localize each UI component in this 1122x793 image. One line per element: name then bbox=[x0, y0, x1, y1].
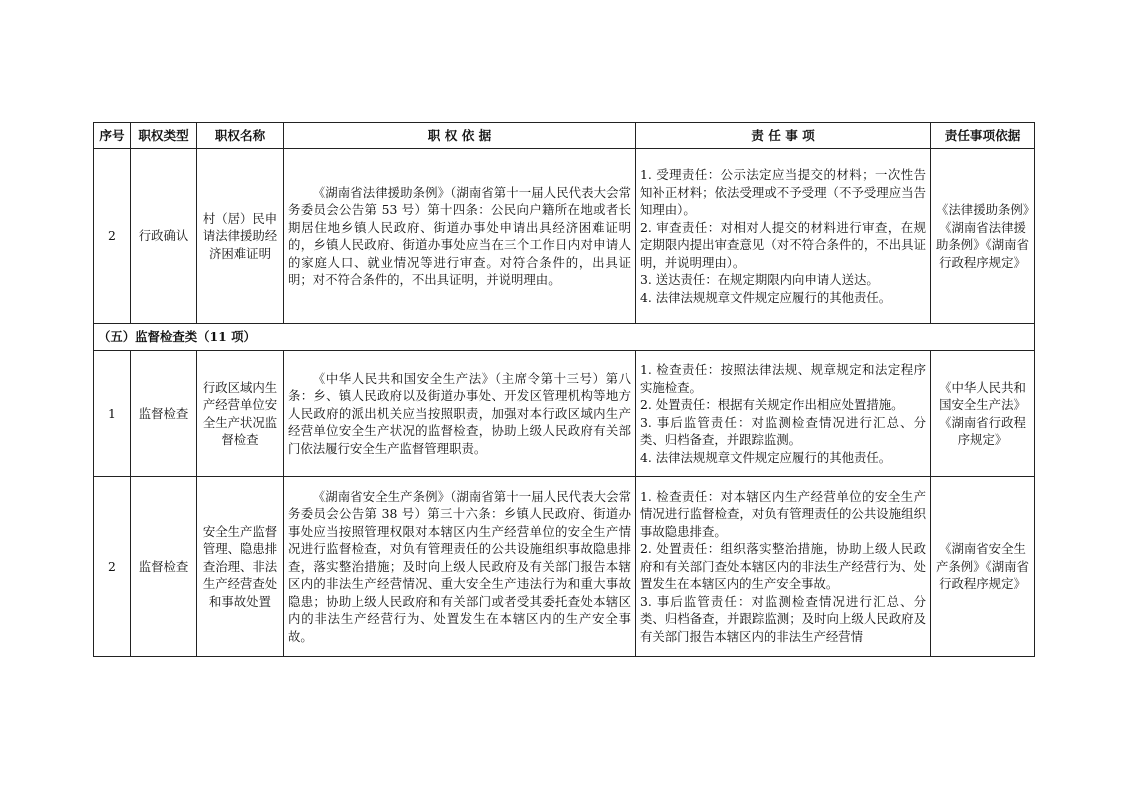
header-name: 职权名称 bbox=[197, 123, 284, 149]
cell-duties bbox=[636, 149, 931, 324]
cell-duties bbox=[636, 477, 931, 657]
duty-item: 2. 处置责任：组织落实整治措施，协助上级人民政府和有关部门查处本辖区内的非法生产经营行为、处置发生在本辖区内的生产安全事故。 bbox=[640, 541, 926, 592]
cell-basis: 《湖南省法律援助条例》（湖南省第十一届人民代表大会常务委员会公告第 53 号）第十四条：公民向户籍所在地或者长期居住地乡镇人民政府、街道办事处申请出具经济困难证明的，乡镇人民政府、街道办事处应当在三个工作日内对申请人的家庭人口、就业情况等进行审查。对符合条件的，出具证明；对不符合条件的，不出具证明，并说明理由。 bbox=[284, 149, 636, 324]
cell-basis: 《湖南省安全生产条例》（湖南省第十一届人民代表大会常务委员会公告第 38 号）第三十六条：乡镇人民政府、街道办事处应当按照管理权限对本辖区内生产经营单位的安全生产情况进行监督检查，对负有管理责任的公共设施组织事故隐患排查，落实整治措施；及时向上级人民政府及有关部门报告本辖区内的非法生产经营情况、重大安全生产违法行为和重大事故隐患；协助上级人民政府和有关部门或者受其委托查处本辖区内的非法生产经营行为、处置发生在本辖区内的生产安全事故。 bbox=[284, 477, 636, 657]
cell-name: 村（居）民申请法律援助经济困难证明 bbox=[197, 149, 284, 324]
cell-duties bbox=[636, 351, 931, 477]
section-title: （五）监督检查类（11 项） bbox=[94, 324, 1035, 351]
duty-item: 4. 法律法规规章文件规定应履行的其他责任。 bbox=[640, 449, 892, 465]
duty-item: 1. 检查责任：对本辖区内生产经营单位的安全生产情况进行监督检查，对负有管理责任的公共设施组织事故隐患排查。 bbox=[640, 488, 926, 539]
duty-item: 1. 检查责任：按照法律法规、规章规定和法定程序实施检查。 bbox=[640, 362, 926, 395]
duty-item: 3. 送达责任：在规定期限内向申请人送达。 bbox=[640, 272, 879, 287]
duty-item: 4. 法律法规规章文件规定应履行的其他责任。 bbox=[640, 289, 892, 305]
cell-duty-basis: 《中华人民共和国安全生产法》《湖南省行政程序规定》 bbox=[931, 351, 1035, 477]
cell-duty-basis: 《法律援助条例》《湖南省法律援助条例》《湖南省行政程序规定》 bbox=[931, 149, 1035, 324]
header-type: 职权类型 bbox=[131, 123, 197, 149]
duty-item: 3. 事后监管责任：对监测检查情况进行汇总、分类、归档备查，并跟踪监测。 bbox=[640, 414, 926, 447]
cell-duty-basis: 《湖南省安全生产条例》《湖南省行政程序规定》 bbox=[931, 477, 1035, 657]
header-basis: 职 权 依 据 bbox=[284, 123, 636, 149]
table-row bbox=[94, 351, 1035, 477]
cell-type: 监督检查 bbox=[131, 351, 197, 477]
cell-name: 安全生产监督管理、隐患排查治理、非法生产经营查处和事故处置 bbox=[197, 477, 284, 657]
duty-item: 2. 处置责任：根据有关规定作出相应处置措施。 bbox=[640, 397, 904, 412]
duties-table bbox=[93, 122, 1035, 657]
duty-item: 1. 受理责任：公示法定应当提交的材料；一次性告知补正材料；依法受理或不予受理（不予受理应当告知理由）。 bbox=[640, 167, 926, 217]
table-row bbox=[94, 149, 1035, 324]
header-row bbox=[94, 123, 1035, 149]
cell-name: 行政区域内生产经营单位安全生产状况监督检查 bbox=[197, 351, 284, 477]
duty-item: 2. 审查责任：对相对人提交的材料进行审查，在规定期限内提出审查意见（对不符合条件的，不出具证明，并说明理由）。 bbox=[640, 219, 926, 270]
cell-type: 监督检查 bbox=[131, 477, 197, 657]
section-row bbox=[94, 324, 1035, 351]
header-duty-basis: 责任事项依据 bbox=[931, 123, 1035, 149]
cell-seq: 1 bbox=[94, 351, 131, 477]
duty-item: 3. 事后监管责任：对监测检查情况进行汇总、分类、归档备查，并跟踪监测；及时向上级人民政府及有关部门报告本辖区内的非法生产经营情 bbox=[640, 593, 926, 644]
table-row bbox=[94, 477, 1035, 657]
header-seq: 序号 bbox=[94, 123, 131, 149]
cell-seq: 2 bbox=[94, 477, 131, 657]
cell-seq: 2 bbox=[94, 149, 131, 324]
cell-type: 行政确认 bbox=[131, 149, 197, 324]
header-duties: 责 任 事 项 bbox=[636, 123, 931, 149]
cell-basis: 《中华人民共和国安全生产法》（主席令第十三号）第八条：乡、镇人民政府以及街道办事处、开发区管理机构等地方人民政府的派出机关应当按照职责，加强对本行政区域内生产经营单位安全生产状况的监督检查，协助上级人民政府有关部门依法履行安全生产监督管理职责。 bbox=[284, 351, 636, 477]
